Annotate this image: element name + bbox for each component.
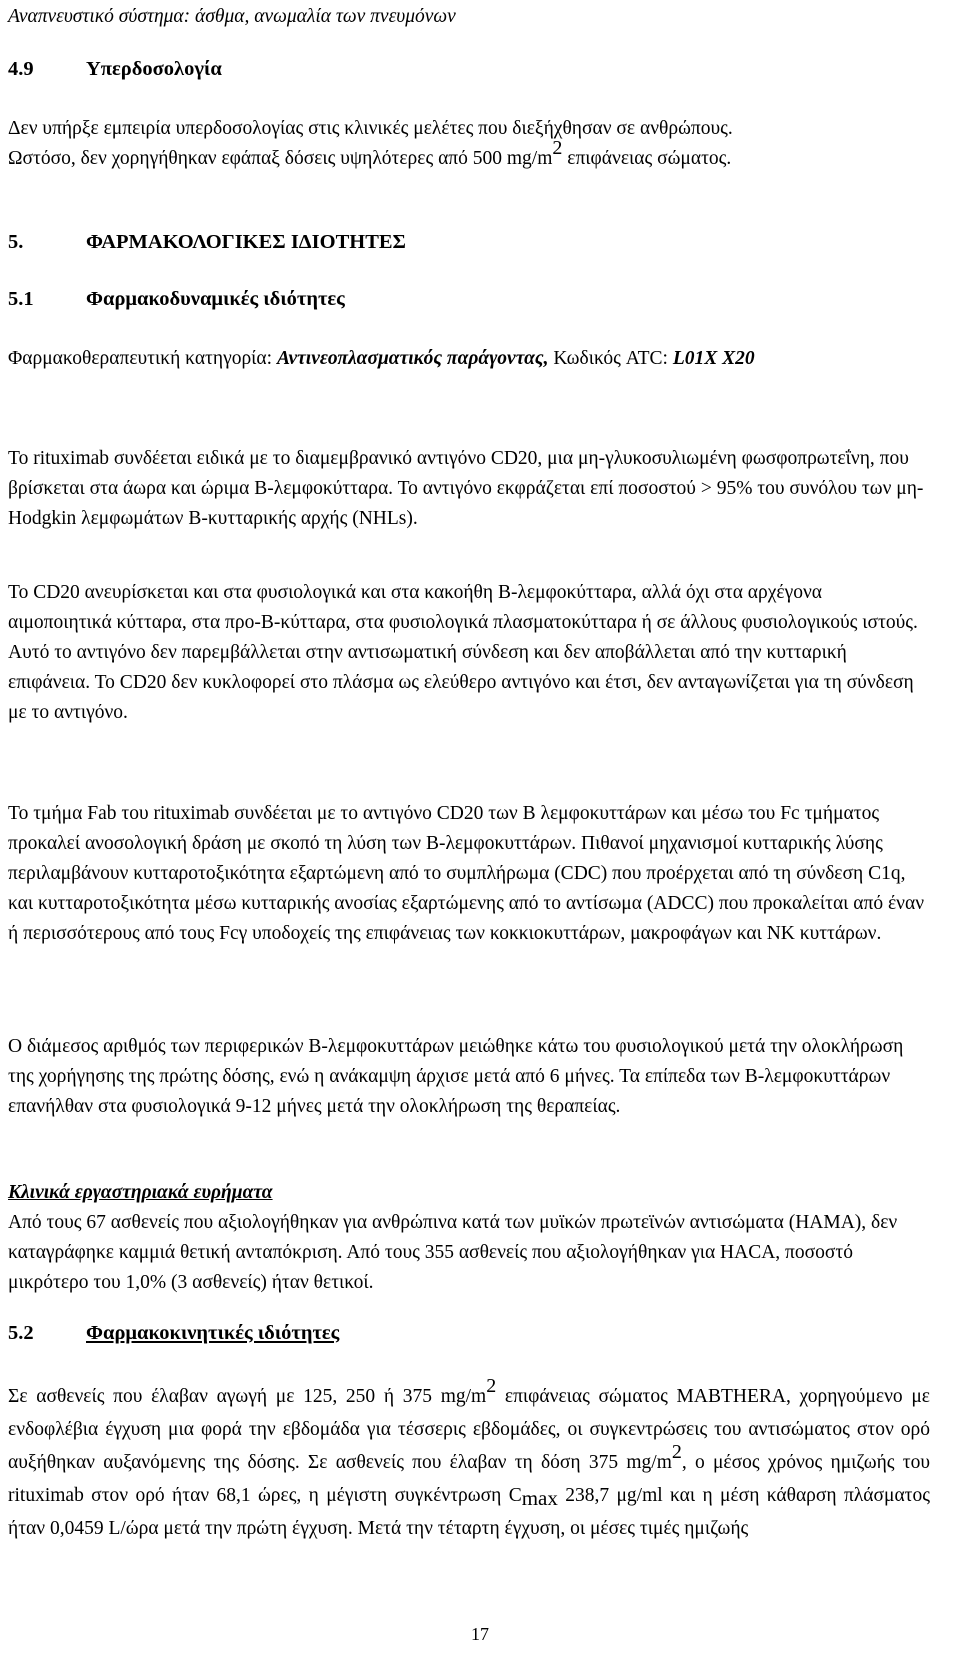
section-title: Φαρμακοκινητικές ιδιότητες — [86, 1322, 340, 1344]
section-title: Φαρμακοδυναμικές ιδιότητες — [86, 288, 345, 310]
atc-classification: Φαρμακοθεραπευτική κατηγορία: Αντινεοπλασματικός παράγοντας, Κωδικός ATC: L01X X20 — [8, 348, 755, 369]
section-4-9-heading — [8, 54, 222, 84]
section-5-2-heading — [8, 1318, 339, 1348]
pharmacokinetics-paragraph: Σε ασθενείς που έλαβαν αγωγή με 125, 250 ή 375 $mg/m^2$ επιφάνειας σώματος MABTHERA, χορηγούμενο με ενδοφλέβια έγχυση μια φορά την εβδομάδα για τέσσερις εβδομάδες, οι συγκεντρώσεις του αντισώματος στον ορό αυξήθηκαν αυξανόμενης της δόσης. Σε ασθενείς που έλαβαν τη δόση 375 $mg/m^2$, ο μέσος χρόνος ημιζωής του rituximab στον ορό ήταν 68,1 ώρες, η μέγιστη συγκέντρωση $C_{max}$ 238,7 μg/ml και η μέση κάθαρση πλάσματος ήταν 0,0459 L/ώρα μετά την πρώτη έγχυση. Μετά την τέταρτη έγχυση, οι μέσες τιμές ημιζωής — [8, 1375, 930, 1539]
page-number: 17 — [471, 1624, 489, 1644]
section-5-1-heading — [8, 284, 345, 314]
section-number: 5.2 — [8, 1322, 34, 1344]
section-title: Υπερδοσολογία — [86, 58, 222, 80]
lab-findings-title: Κλινικά εργαστηριακά ευρήματα — [8, 1182, 273, 1203]
section-number: 5.1 — [8, 288, 34, 310]
section-title: ΦΑΡΜΑΚΟΛΟΓΙΚΕΣ ΙΔΙΟΤΗΤΕΣ — [86, 231, 406, 253]
paragraph-line: Ωστόσο, δεν χορηγήθηκαν εφάπαξ δόσεις υψηλότερες από 500 $mg/m^2$ επιφάνειας σώματος. — [8, 137, 732, 169]
section-number: 5. — [8, 231, 24, 253]
mechanism-paragraph: Το τμήμα Fab του rituximab συνδέεται με το αντιγόνο CD20 των Β λεμφοκυττάρων και μέσω του Fc τμήματος προκαλεί ανοσολογική δράση με σκοπό τη λύση των Β-λεμφοκυττάρων. Πιθανοί μηχανισμοί κυτταρικής λύσης περιλαμβάνουν κυτταροτοξικότητα εξαρτώμενη από το συμπλήρωμα (CDC) που προέρχεται από τη σύνδεση C1q, και κυτταροτοξικότητα μέσω κυτταρικής ανοσίας εξαρτώμενης από το αντίσωμα (ADCC) που προκαλείται από έναν ή περισσότερους από τους Fcγ υποδοχείς της επιφάνειας των κοκκιοκυττάρων, μακροφάγων και NK κυττάρων. — [8, 803, 925, 944]
paragraph-line: Δεν υπήρξε εμπειρία υπερδοσολογίας στις κλινικές μελέτες που διεξήχθησαν σε ανθρώπους. — [8, 118, 733, 139]
running-header: Αναπνευστικό σύστημα: άσθμα, ανωμαλία των πνευμόνων — [8, 6, 456, 27]
section-5-heading — [8, 227, 406, 257]
rituximab-binding-paragraph: Το rituximab συνδέεται ειδικά με το διαμεμβρανικό αντιγόνο CD20, μια μη-γλυκοσυλιωμένη φωσφοπρωτεΐνη, που βρίσκεται στα άωρα και ώριμα Β-λεμφοκύτταρα. Το αντιγόνο εκφράζεται επί ποσοστού > 95% του συνόλου των μη-Hodgkin λεμφωμάτων Β-κυτταρικής αρχής (NHLs). — [8, 448, 924, 529]
cd20-paragraph: Το CD20 ανευρίσκεται και στα φυσιολογικά και στα κακοήθη Β-λεμφοκύτταρα, αλλά όχι στα αρχέγονα αιμοποιητικά κύτταρα, στα προ-Β-κύτταρα, στα φυσιολογικά πλασματοκύτταρα ή σε άλλους φυσιολογικούς ιστούς. Αυτό το αντιγόνο δεν παρεμβάλλεται στην αντισωματική σύνδεση και δεν αποβάλλεται από την κυτταρική επιφάνεια. Το CD20 δεν κυκλοφορεί στο πλάσμα ως ελεύθερο αντιγόνο και έτσι, δεν ανταγωνίζεται για τη σύνδεση με το αντιγόνο. — [8, 582, 918, 723]
lab-findings-paragraph: Από τους 67 ασθενείς που αξιολογήθηκαν για ανθρώπινα κατά των μυϊκών πρωτεϊνών αντισώματα (HAMA), δεν καταγράφηκε καμμιά θετική ανταπόκριση. Από τους 355 ασθενείς που αξιολογήθηκαν για HACA, ποσοστό μικρότερο του 1,0% (3 ασθενείς) ήταν θετικοί. — [8, 1212, 898, 1293]
b-cell-paragraph: Ο διάμεσος αριθμός των περιφερικών Β-λεμφοκυττάρων μειώθηκε κάτω του φυσιολογικού μετά την ολοκλήρωση της χορήγησης της πρώτης δόσης, ενώ η ανάκαμψη άρχισε μετά από 6 μήνες. Τα επίπεδα των Β-λεμφοκυττάρων επανήλθαν στα φυσιολογικά 9-12 μήνες μετά την ολοκλήρωση της θεραπείας. — [8, 1036, 904, 1117]
overdose-paragraph — [8, 114, 930, 174]
section-number: 4.9 — [8, 58, 34, 80]
